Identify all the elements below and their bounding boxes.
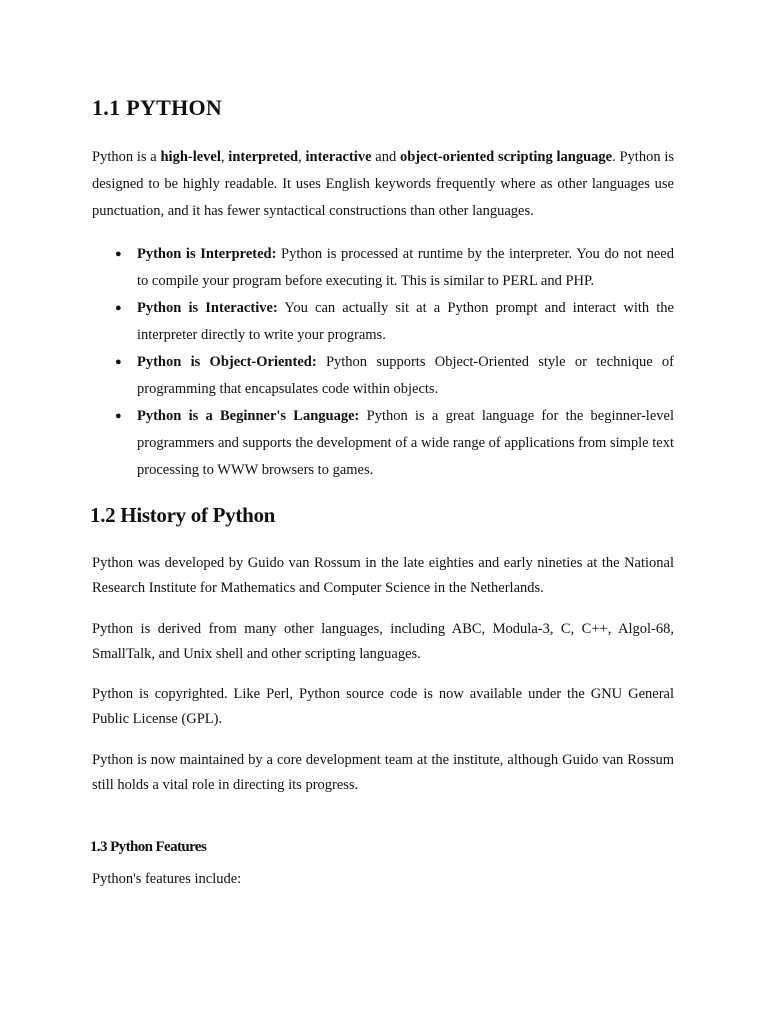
bullet-icon: ●	[115, 248, 122, 260]
intro-paragraph	[92, 144, 674, 225]
intro-text: ,	[220, 149, 229, 165]
list-item-term: Python is Object-Oriented:	[137, 354, 317, 370]
intro-text: Python is a	[92, 149, 161, 165]
intro-bold-term: object-oriented scripting language	[399, 149, 613, 165]
intro-text: and	[371, 149, 400, 165]
list-item	[110, 403, 674, 484]
history-paragraph: Python is derived from many other languages, including ABC, Modula-3, C, C++, Algol-68, SmallTalk, and Unix shell and other scripting languages.	[92, 621, 674, 662]
bullet-icon: ●	[115, 410, 122, 422]
intro-bold-term: interpreted	[228, 149, 299, 165]
section-heading-python: 1.1 PYTHON	[92, 95, 223, 120]
intro-bold-term: interactive	[305, 149, 372, 165]
history-paragraph: Python is copyrighted. Like Perl, Python source code is now available under the GNU General Public License (GPL).	[92, 686, 674, 727]
intro-text: . Python is designed to be highly readable. It uses English keywords frequently where as other languages use punctuation, and it has fewer syntactical constructions than other languages.	[92, 149, 675, 219]
bullet-icon: ●	[115, 302, 122, 314]
section-heading-features: 1.3 Python Features	[90, 839, 207, 855]
list-item-text: Python is a great language for the beginner-level programmers and supports the development of a wide range of applications from simple text processing to WWW browsers to games.	[137, 408, 674, 478]
list-item-text: You can actually sit at a Python prompt and interact with the interpreter directly to write your programs.	[137, 300, 674, 343]
intro-text: ,	[298, 149, 306, 165]
history-paragraph: Python is now maintained by a core development team at the institute, although Guido van Rossum still holds a vital role in directing its progress.	[92, 752, 674, 793]
features-intro: Python's features include:	[92, 871, 242, 887]
list-item	[110, 295, 674, 349]
section-heading-history: 1.2 History of Python	[90, 503, 276, 527]
python-characteristics-list	[110, 241, 674, 484]
intro-bold-term: high-level	[160, 149, 221, 165]
list-item	[110, 241, 674, 295]
list-item-text: Python supports Object-Oriented style or technique of programming that encapsulates code within objects.	[137, 354, 674, 397]
history-paragraph: Python was developed by Guido van Rossum in the late eighties and early nineties at the National Research Institute for Mathematics and Computer Science in the Netherlands.	[92, 555, 674, 596]
list-item-text: Python is processed at runtime by the interpreter. You do not need to compile your program before executing it. This is similar to PERL and PHP.	[137, 246, 674, 289]
list-item-term: Python is Interactive:	[137, 300, 278, 316]
list-item-term: Python is a Beginner's Language:	[137, 408, 360, 424]
list-item-term: Python is Interpreted:	[137, 246, 277, 262]
list-item	[110, 349, 674, 403]
bullet-icon: ●	[115, 356, 122, 368]
